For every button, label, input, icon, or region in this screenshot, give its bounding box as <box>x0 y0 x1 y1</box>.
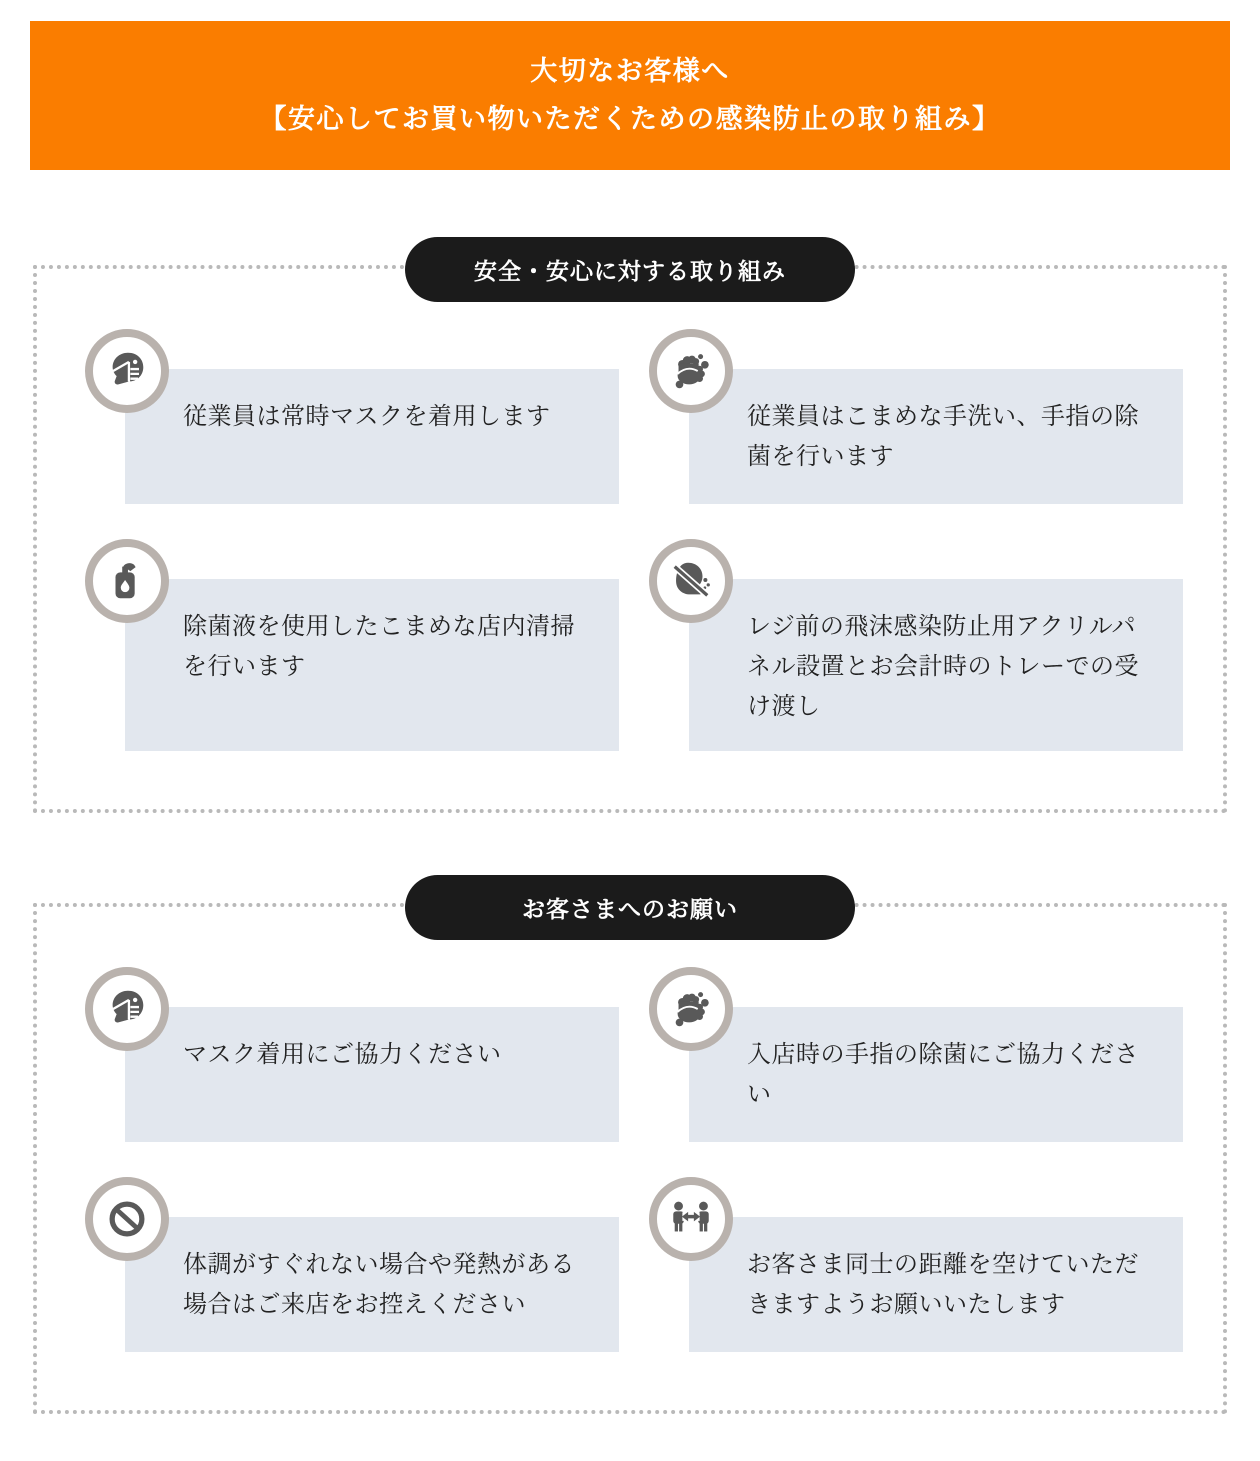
request-text: お客さま同士の距離を空けていただきますようお願いいたします <box>689 1217 1183 1352</box>
section-title-pill: お客さまへのお願い <box>405 875 855 940</box>
mask-icon <box>85 967 169 1051</box>
measure-text: レジ前の飛沫感染防止用アクリルパネル設置とお会計時のトレーでの受け渡し <box>689 579 1183 751</box>
request-text: 体調がすぐれない場合や発熱がある場合はご来店をお控えください <box>125 1217 619 1352</box>
section-safety-measures <box>33 258 1227 813</box>
request-text: 入店時の手指の除菌にご協力ください <box>689 1007 1183 1142</box>
measure-item <box>85 329 619 504</box>
request-text: マスク着用にご協力ください <box>125 1007 619 1142</box>
no-entry-icon <box>85 1177 169 1261</box>
section-title-pill: 安全・安心に対する取り組み <box>405 237 855 302</box>
measure-item <box>649 539 1183 751</box>
request-item <box>85 967 619 1142</box>
measure-text: 従業員はこまめな手洗い、手指の除菌を行います <box>689 369 1183 504</box>
social-distance-icon <box>649 1177 733 1261</box>
measure-text: 除菌液を使用したこまめな店内清掃を行います <box>125 579 619 751</box>
handwash-icon <box>649 967 733 1051</box>
measures-grid <box>85 329 1183 751</box>
banner-subtitle: 【安心してお買い物いただくための感染防止の取り組み】 <box>259 104 1001 134</box>
notice-banner <box>30 21 1230 170</box>
spray-bottle-icon <box>85 539 169 623</box>
measure-item <box>649 329 1183 504</box>
request-item <box>649 967 1183 1142</box>
measure-text: 従業員は常時マスクを着用します <box>125 369 619 504</box>
no-droplets-icon <box>649 539 733 623</box>
requests-grid <box>85 967 1183 1352</box>
handwash-icon <box>649 329 733 413</box>
banner-title: 大切なお客様へ <box>530 56 730 86</box>
request-item <box>85 1177 619 1352</box>
mask-icon <box>85 329 169 413</box>
measure-item <box>85 539 619 751</box>
request-item <box>649 1177 1183 1352</box>
section-customer-requests <box>33 896 1227 1414</box>
